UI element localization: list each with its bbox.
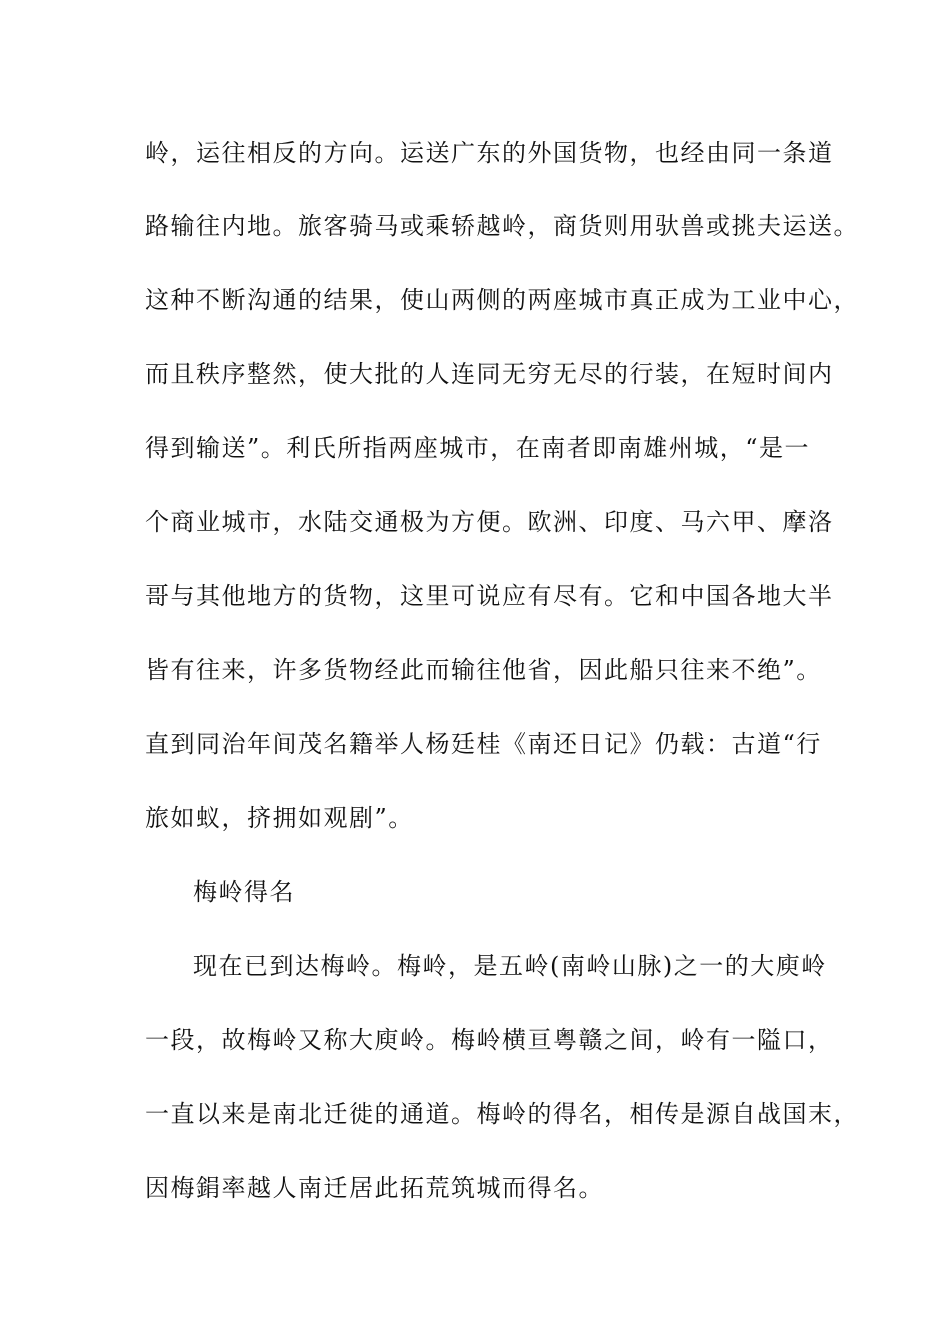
paragraph-line: 岭，运往相反的方向。运送广东的外国货物，也经由同一条道 (145, 139, 834, 167)
section-heading: 梅岭得名 (193, 878, 295, 906)
paragraph-line: 旅如蚁，挤拥如观剧”。 (145, 804, 414, 832)
paragraph-line: 得到输送”。利氏所指两座城市，在南者即南雄州城，“是一 (145, 434, 811, 462)
paragraph-line: 现在已到达梅岭。梅岭，是五岭(南岭山脉)之一的大庾岭 (193, 952, 827, 980)
paragraph-line: 个商业城市，水陆交通极为方便。欧洲、印度、马六甲、摩洛 (145, 508, 834, 536)
paragraph-line: 一段，故梅岭又称大庾岭。梅岭横亘粤赣之间，岭有一隘口， (145, 1026, 834, 1054)
paragraph-line: 因梅鋗率越人南迁居此拓荒筑城而得名。 (145, 1174, 604, 1202)
paragraph-line: 这种不断沟通的结果，使山两侧的两座城市真正成为工业中心， (145, 286, 859, 314)
paragraph-line: 一直以来是南北迁徙的通道。梅岭的得名，相传是源自战国末， (145, 1100, 859, 1128)
paragraph-line: 哥与其他地方的货物，这里可说应有尽有。它和中国各地大半 (145, 582, 834, 610)
paragraph-line: 皆有往来，许多货物经此而输往他省，因此船只往来不绝”。 (145, 656, 822, 684)
paragraph-line: 直到同治年间茂名籍举人杨廷桂《南还日记》仍载：古道“行 (145, 730, 822, 758)
paragraph-line: 路输往内地。旅客骑马或乘轿越岭，商货则用驮兽或挑夫运送。 (145, 212, 859, 240)
paragraph-line: 而且秩序整然，使大批的人连同无穷无尽的行装，在短时间内 (145, 360, 834, 388)
